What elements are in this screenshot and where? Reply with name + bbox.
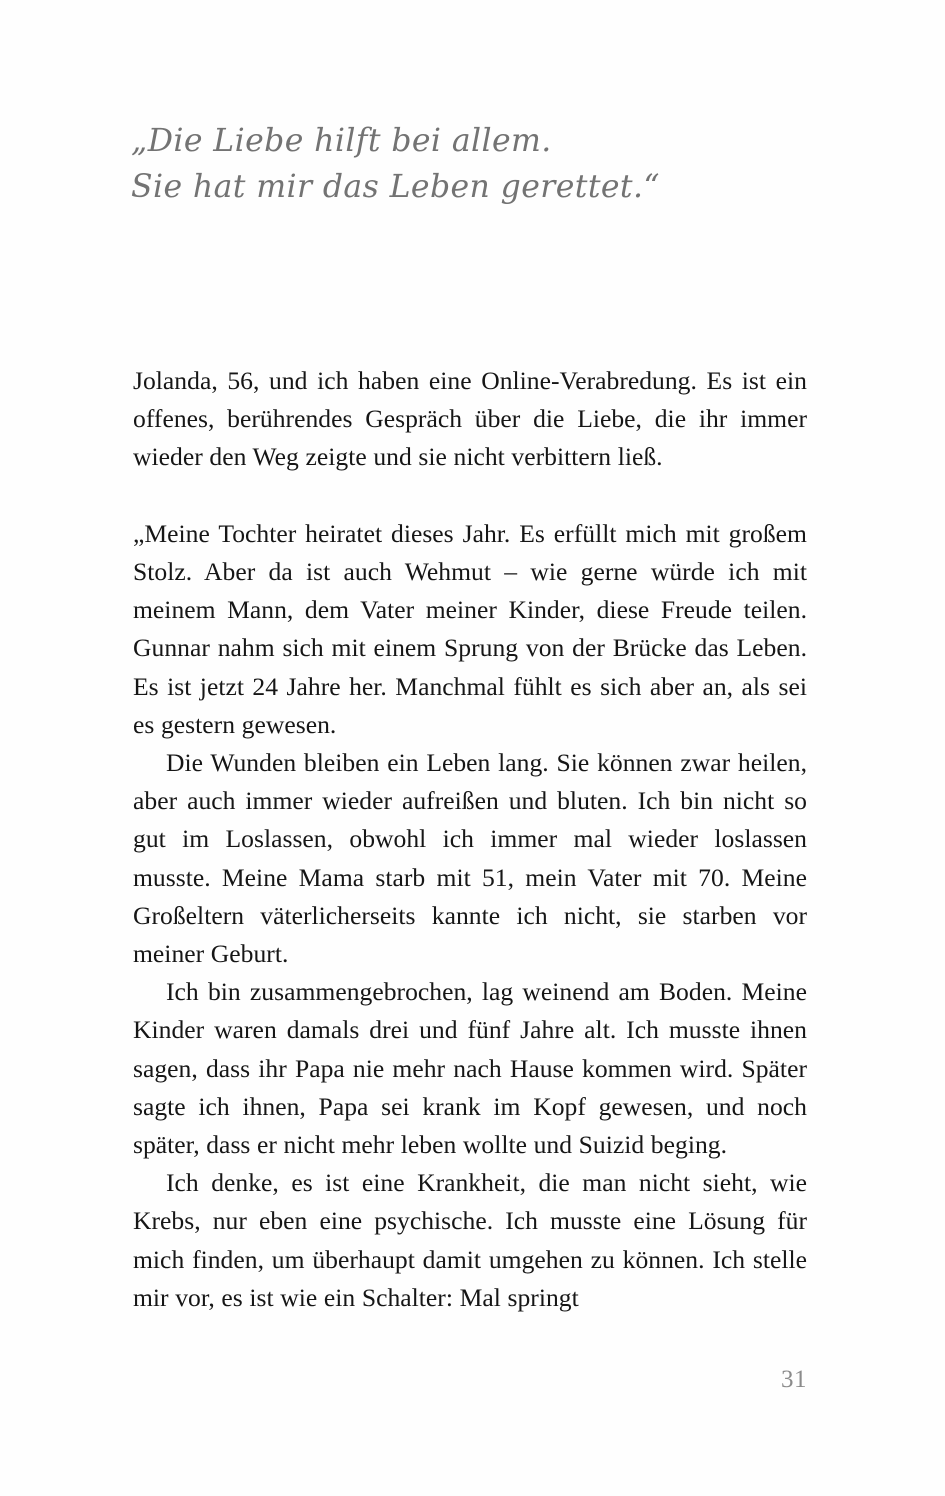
body-text-column [133, 362, 807, 1317]
paragraph-quote-3: Ich bin zusammengebrochen, lag weinend am Boden. Meine Kinder waren damals drei und fünf Jahre alt. Ich musste ihnen sagen, dass ihr Papa nie mehr nach Hause kommen wird. Später sagte ich ihnen, Papa sei krank im Kopf gewesen, und noch später, dass er nicht mehr leben wollte und Suizid beging. [133, 977, 807, 1160]
chapter-title-line-2: Sie hat mir das Leben gerettet.“ [131, 169, 660, 205]
paragraph-intro: Jolanda, 56, und ich haben eine Online-Verabredung. Es ist ein offenes, berührendes Gespräch über die Liebe, die ihr immer wieder den Weg zeigte und sie nicht verbittern ließ. [133, 366, 807, 472]
chapter-title-line-1: „Die Liebe hilft bei allem. [131, 123, 552, 159]
chapter-title [131, 118, 821, 210]
page-number: 31 [781, 1366, 807, 1393]
paragraph-quote-2: Die Wunden bleiben ein Leben lang. Sie können zwar heilen, aber auch immer wieder aufreißen und bluten. Ich bin nicht so gut im Loslassen, obwohl ich immer mal wieder loslassen musste. Meine Mama starb mit 51, mein Vater mit 70. Meine Großeltern väterlicherseits kannte ich nicht, sie starben vor meiner Geburt. [133, 748, 807, 969]
paragraph-quote-1: „Meine Tochter heiratet dieses Jahr. Es erfüllt mich mit großem Stolz. Aber da ist auch Wehmut – wie gerne würde ich mit meinem Mann, dem Vater meiner Kinder, diese Freude teilen. Gunnar nahm sich mit einem Sprung von der Brücke das Leben. Es ist jetzt 24 Jahre her. Manchmal fühlt es sich aber an, als sei es gestern gewesen. [133, 518, 807, 739]
paragraph-quote-4: Ich denke, es ist eine Krankheit, die man nicht sieht, wie Krebs, nur eben eine psychische. Ich musste eine Lösung für mich finden, um überhaupt damit umgehen zu können. Ich stelle mir vor, es ist wie ein Schalter: Mal springt [133, 1168, 807, 1312]
